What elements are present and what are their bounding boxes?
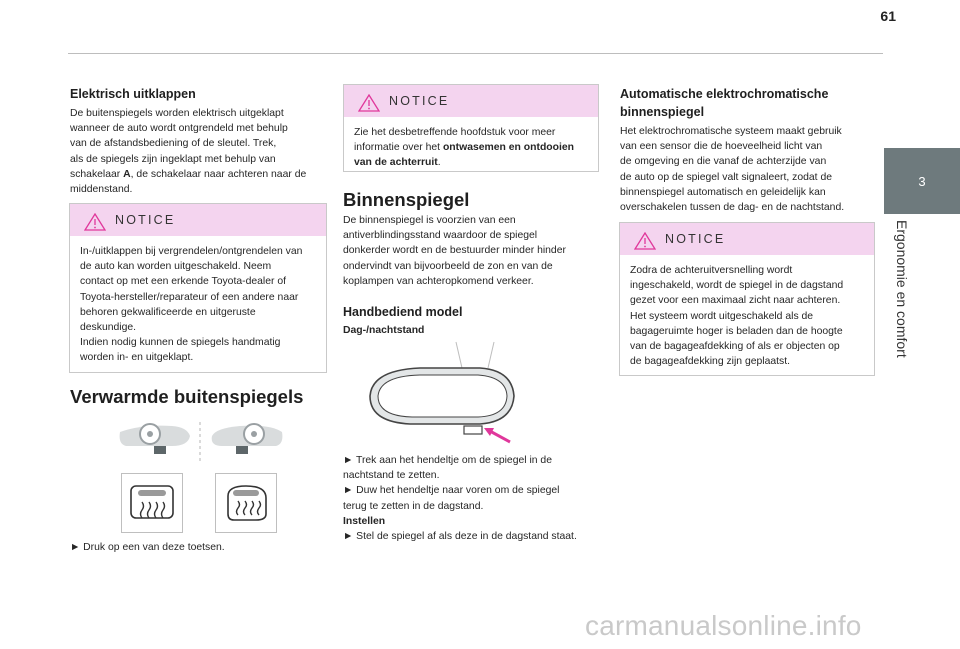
mirror-defrost-icon bbox=[216, 474, 276, 532]
text-run: . bbox=[437, 157, 441, 169]
text-line: van de bagageafdekking of als er objecten op bbox=[630, 341, 840, 353]
text-line: wanneer de auto wordt ontgrendeld met behulp bbox=[70, 123, 288, 135]
text-line: overschakelen tussen de dag- en de nachtstand. bbox=[620, 202, 845, 214]
text-line: Zie het desbetreffende hoofdstuk voor meer bbox=[354, 127, 556, 138]
auto-mirror-paragraph bbox=[620, 124, 880, 215]
text-line: terug te zetten in de dagstand. bbox=[343, 500, 484, 512]
text-line: als de spiegels zijn ingeklapt met behulp van bbox=[70, 153, 276, 165]
heading-line: binnenspiegel bbox=[620, 105, 705, 119]
section-heading-electric-fold: Elektrisch uitklappen bbox=[70, 87, 196, 101]
chapter-tab[interactable] bbox=[884, 148, 960, 214]
text-line: nachtstand te zetten. bbox=[343, 470, 440, 482]
text-line: Het elektrochromatische systeem maakt gebruik bbox=[620, 126, 842, 137]
notice-header bbox=[620, 223, 874, 255]
text-line: donkerder wordt en de bestuurder minder hinder bbox=[343, 245, 566, 257]
warning-triangle-icon bbox=[634, 232, 656, 250]
text-line: De binnenspiegel is voorzien van een bbox=[343, 215, 516, 226]
chapter-title-text: Ergonomie en comfort bbox=[894, 220, 910, 358]
section-title-interior-mirror: Binnenspiegel bbox=[343, 189, 470, 210]
interior-mirror-intro bbox=[343, 213, 601, 289]
notice-label: NOTICE bbox=[389, 94, 450, 108]
text-line: deskundige. bbox=[80, 322, 137, 334]
text-line: Indien nodig kunnen de spiegels handmatig bbox=[80, 337, 281, 349]
text-line: gezet voor een maximaal zicht naar achteren. bbox=[630, 295, 841, 307]
notice-label: NOTICE bbox=[665, 232, 726, 246]
mirror-defrost-button[interactable] bbox=[215, 473, 277, 533]
switch-label-bold: A bbox=[123, 168, 131, 180]
subsubheading-day-night: Dag-/nachtstand bbox=[343, 325, 425, 336]
notice-label: NOTICE bbox=[115, 213, 176, 227]
text-line: van de afstandsbediening of de sleutel. Trek, bbox=[70, 138, 277, 150]
text-line: de omgeving en die vanaf de achterzijde van bbox=[620, 156, 827, 168]
text-line bbox=[354, 155, 588, 170]
text-line: Zodra de achteruitversnelling wordt bbox=[630, 265, 793, 276]
heading-line: Automatische elektrochromatische bbox=[620, 87, 829, 101]
section-heading-auto-mirror bbox=[620, 86, 828, 120]
text-run: schakelaar bbox=[70, 168, 124, 180]
text-line: De buitenspiegels worden elektrisch uitgeklapt bbox=[70, 108, 284, 119]
text-line: binnenspiegel automatisch en geleidelijk kan bbox=[620, 186, 826, 198]
text-line: ► Duw het hendeltje naar voren om de spiegel bbox=[343, 485, 560, 497]
text-line: In-/uitklappen bij vergrendelen/ontgrendelen van bbox=[80, 246, 303, 257]
page-number: 61 bbox=[880, 8, 896, 24]
notice-body bbox=[620, 255, 874, 377]
text-line: ► Trek aan het hendeltje om de spiegel in de bbox=[343, 455, 552, 466]
rear-view-mirror-illustration bbox=[360, 338, 520, 444]
subheading-manual-model: Handbediend model bbox=[343, 305, 463, 319]
text-run-bold: ontwasemen en ontdooien bbox=[442, 142, 574, 154]
rear-defrost-icon bbox=[122, 474, 182, 532]
text-line: van een sensor die de hoeveelheid licht van bbox=[620, 141, 823, 153]
text-line: ingeschakeld, wordt de spiegel in de dagstand bbox=[630, 280, 844, 292]
warning-triangle-icon bbox=[358, 94, 380, 112]
text-line: ondervindt van bijvoorbeeld de zon en van de bbox=[343, 260, 553, 272]
text-line: de auto op de spiegel valt signaleert, zodat de bbox=[620, 171, 833, 183]
text-line: contact op met een erkende Toyota-dealer of bbox=[80, 276, 287, 288]
text-line: middenstand. bbox=[70, 184, 133, 196]
text-line bbox=[354, 140, 588, 155]
text-line: behoren gekwalificeerde en uitgeruste bbox=[80, 306, 256, 318]
notice-body bbox=[70, 236, 326, 374]
section-title-heated-mirrors: Verwarmde buitenspiegels bbox=[70, 386, 304, 407]
text-run: informatie over het bbox=[354, 142, 443, 154]
text-run: , de schakelaar naar achteren naar de bbox=[130, 168, 307, 180]
text-line: ► Stel de spiegel af als deze in de dagstand staat. bbox=[343, 531, 577, 543]
day-night-steps bbox=[343, 453, 601, 544]
notice-header bbox=[344, 85, 598, 117]
instellen-label: Instellen bbox=[343, 515, 386, 527]
dashboard-illustration bbox=[112, 418, 292, 464]
chapter-title bbox=[894, 220, 910, 370]
mirror-lever bbox=[464, 426, 482, 434]
rear-defrost-button[interactable] bbox=[121, 473, 183, 533]
text-line: Het systeem wordt uitgeschakeld als de bbox=[630, 310, 814, 322]
notice-body bbox=[344, 117, 598, 179]
text-line: worden in- en uitgeklapt. bbox=[80, 352, 194, 364]
watermark: carmanualsonline.info bbox=[585, 610, 862, 641]
chapter-number: 3 bbox=[918, 173, 926, 189]
text-line: de bagageafdekking zijn geplaatst. bbox=[630, 356, 791, 368]
text-line: koplampen van achteropkomend verkeer. bbox=[343, 275, 534, 287]
text-line: antiverblindingsstand waardoor de spiegel bbox=[343, 230, 538, 242]
electric-fold-paragraph bbox=[70, 106, 332, 197]
text-line: bagageruimte hoger is beladen dan de hoogte bbox=[630, 325, 843, 337]
warning-triangle-icon bbox=[84, 213, 106, 231]
notice-box-fold bbox=[69, 203, 327, 373]
text-line: de auto kan worden uitgeschakeld. Neem bbox=[80, 261, 272, 273]
text-run-bold: van de achterruit bbox=[354, 157, 438, 169]
text-line: Toyota-hersteller/reparateur of een andere naar bbox=[80, 291, 299, 303]
notice-box-reverse bbox=[619, 222, 875, 376]
steering-wheel-icon bbox=[140, 424, 160, 444]
heated-mirror-instruction: ► Druk op een van deze toetsen. bbox=[70, 542, 225, 553]
notice-header bbox=[70, 204, 326, 236]
notice-box-defrost bbox=[343, 84, 599, 172]
header-divider bbox=[68, 53, 883, 54]
text-line bbox=[70, 167, 332, 182]
